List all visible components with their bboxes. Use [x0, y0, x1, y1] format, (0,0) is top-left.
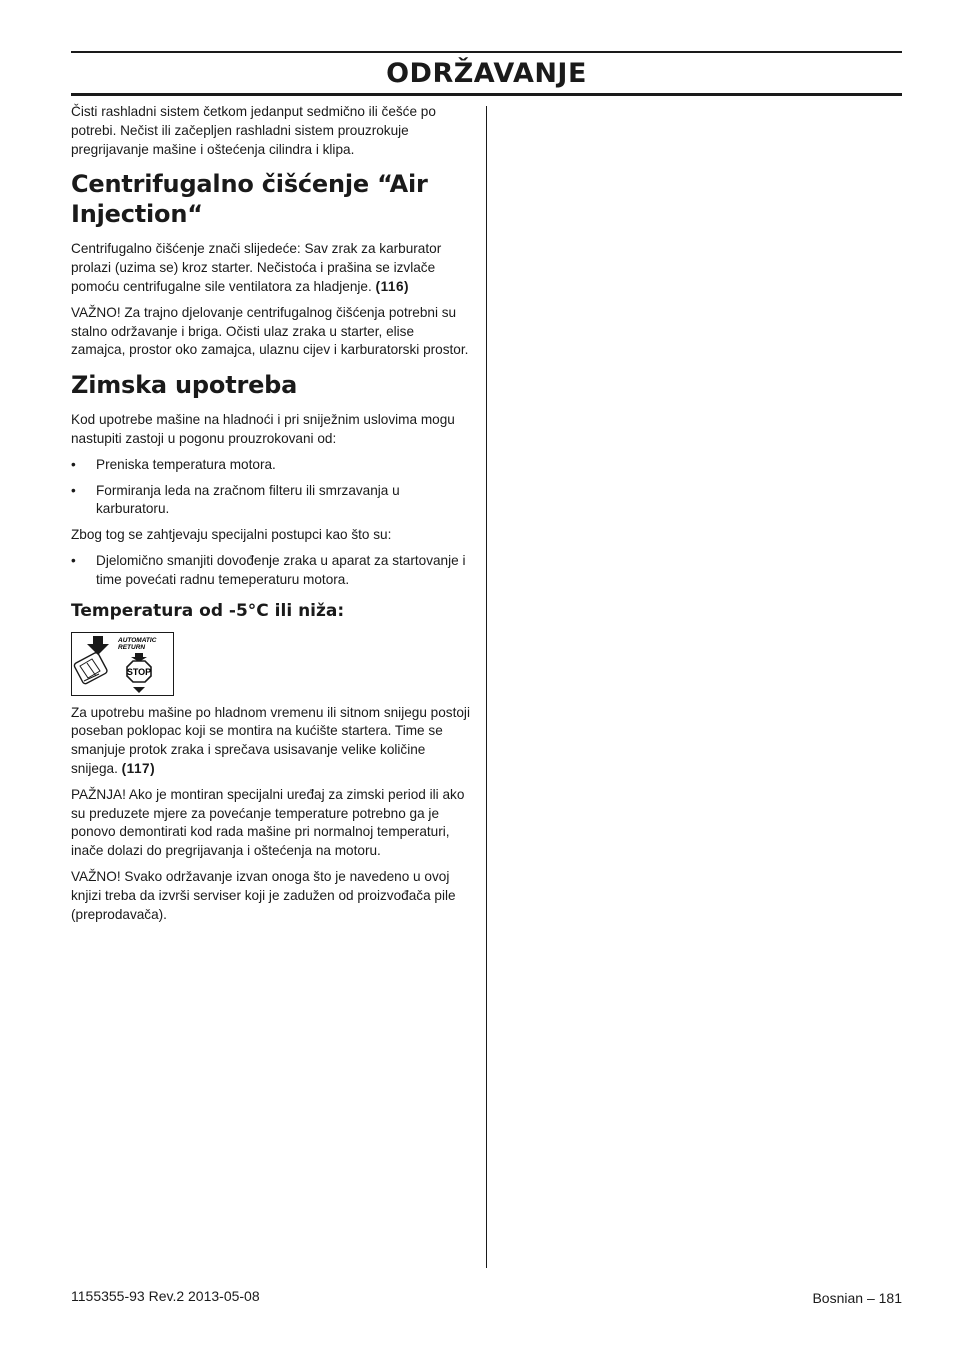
warning-paragraph: PAŽNJA! Ako je montiran specijalni uređaj za zimski period ili ako su preduzete mjere za povećanje temperature potrebno ga je ponovo demontirati kod rada mašine pri normalnoj temperaturi, inače dolazi do pregrijavanja i oštećenja na motoru.: [71, 786, 465, 859]
stop-switch-automatic-return-icon: [71, 632, 174, 696]
automatic-label: AUTOMATIC: [118, 636, 157, 644]
winter-cover-text: Za upotrebu mašine po hladnom vremenu ili sitnom snijegu postoji poseban poklopac koji se montira na kućište startera. Time se smanjuje protok zraka i sprečava usisavanje velike količine snijega.: [71, 704, 470, 776]
header-rule-bottom: [71, 93, 902, 96]
figure-ref-116: (116): [375, 278, 410, 294]
air-injection-paragraph: [71, 240, 471, 296]
winter-use-paragraph: Kod upotrebe mašine na hladnoći i pri sniježnim uslovima mogu nastupiti zastoji u pogonu prouzrokovani od:: [71, 412, 455, 446]
winter-cover-paragraph: [71, 704, 471, 779]
section-heading-winter-use: Zimska upotreba: [71, 371, 298, 400]
list-item: • Preniska temperatura motora.: [71, 456, 276, 472]
intro-paragraph: Čisti rashladni sistem četkom jedanput sedmično ili češće po potrebi. Nečist ili začepljen rashladni sistem prouzrokuje pregrijavanje mašine i oštećenja cilindra i klipa.: [71, 104, 436, 157]
figure-ref-117: (117): [121, 760, 156, 776]
left-column: [71, 103, 471, 931]
air-injection-text: Centrifugalno čišćenje znači slijedeće: Sav zrak za karburator prolazi (uzima se) kroz starter. Nečistoća i prašina se izvlače pomoću centrifugalne sile ventilatora za hladjenje.: [71, 241, 442, 294]
important-paragraph: VAŽNO! Svako održavanje izvan onoga što je navedeno u ovoj knjizi treba da izvrši serviser koji je zadužen od proizvođača pile (preprodavača).: [71, 868, 456, 922]
page-title: ODRŽAVANJE: [386, 58, 587, 89]
causes-list: [71, 456, 471, 519]
temperature-subheading: Temperatura od -5°C ili niža:: [71, 600, 345, 621]
list-item: • Djelomično smanjiti dovođenje zraka u aparat za startovanje i time povećati radnu temeperaturu motora.: [71, 552, 466, 587]
section-heading-air-injection: Centrifugalno čišćenje “Air Injection“: [71, 170, 428, 229]
column-divider: [486, 106, 487, 1268]
procedures-paragraph: Zbog tog se zahtjevaju specijalni postupci kao što su:: [71, 527, 392, 543]
stop-text: STOP: [126, 666, 152, 677]
footer-doc-id: 1155355-93 Rev.2 2013-05-08: [71, 1288, 260, 1304]
air-injection-important: VAŽNO! Za trajno djelovanje centrifugalnog čišćenja potrebni su stalno održavanje i briga. Očisti ulaz zraka u starter, elise zamajca, prostor oko zamajca, ulaznu cijev i karburatorski prostor.: [71, 304, 469, 358]
list-item: • Formiranja leda na zračnom filteru ili smrzavanja u karburatoru.: [71, 482, 400, 517]
procedures-list: [71, 552, 471, 590]
return-label: RETURN: [118, 643, 146, 651]
header-rule-top: [71, 51, 902, 53]
footer-page-number: Bosnian – 181: [812, 1290, 902, 1306]
stop-switch-symbol: [72, 633, 173, 695]
